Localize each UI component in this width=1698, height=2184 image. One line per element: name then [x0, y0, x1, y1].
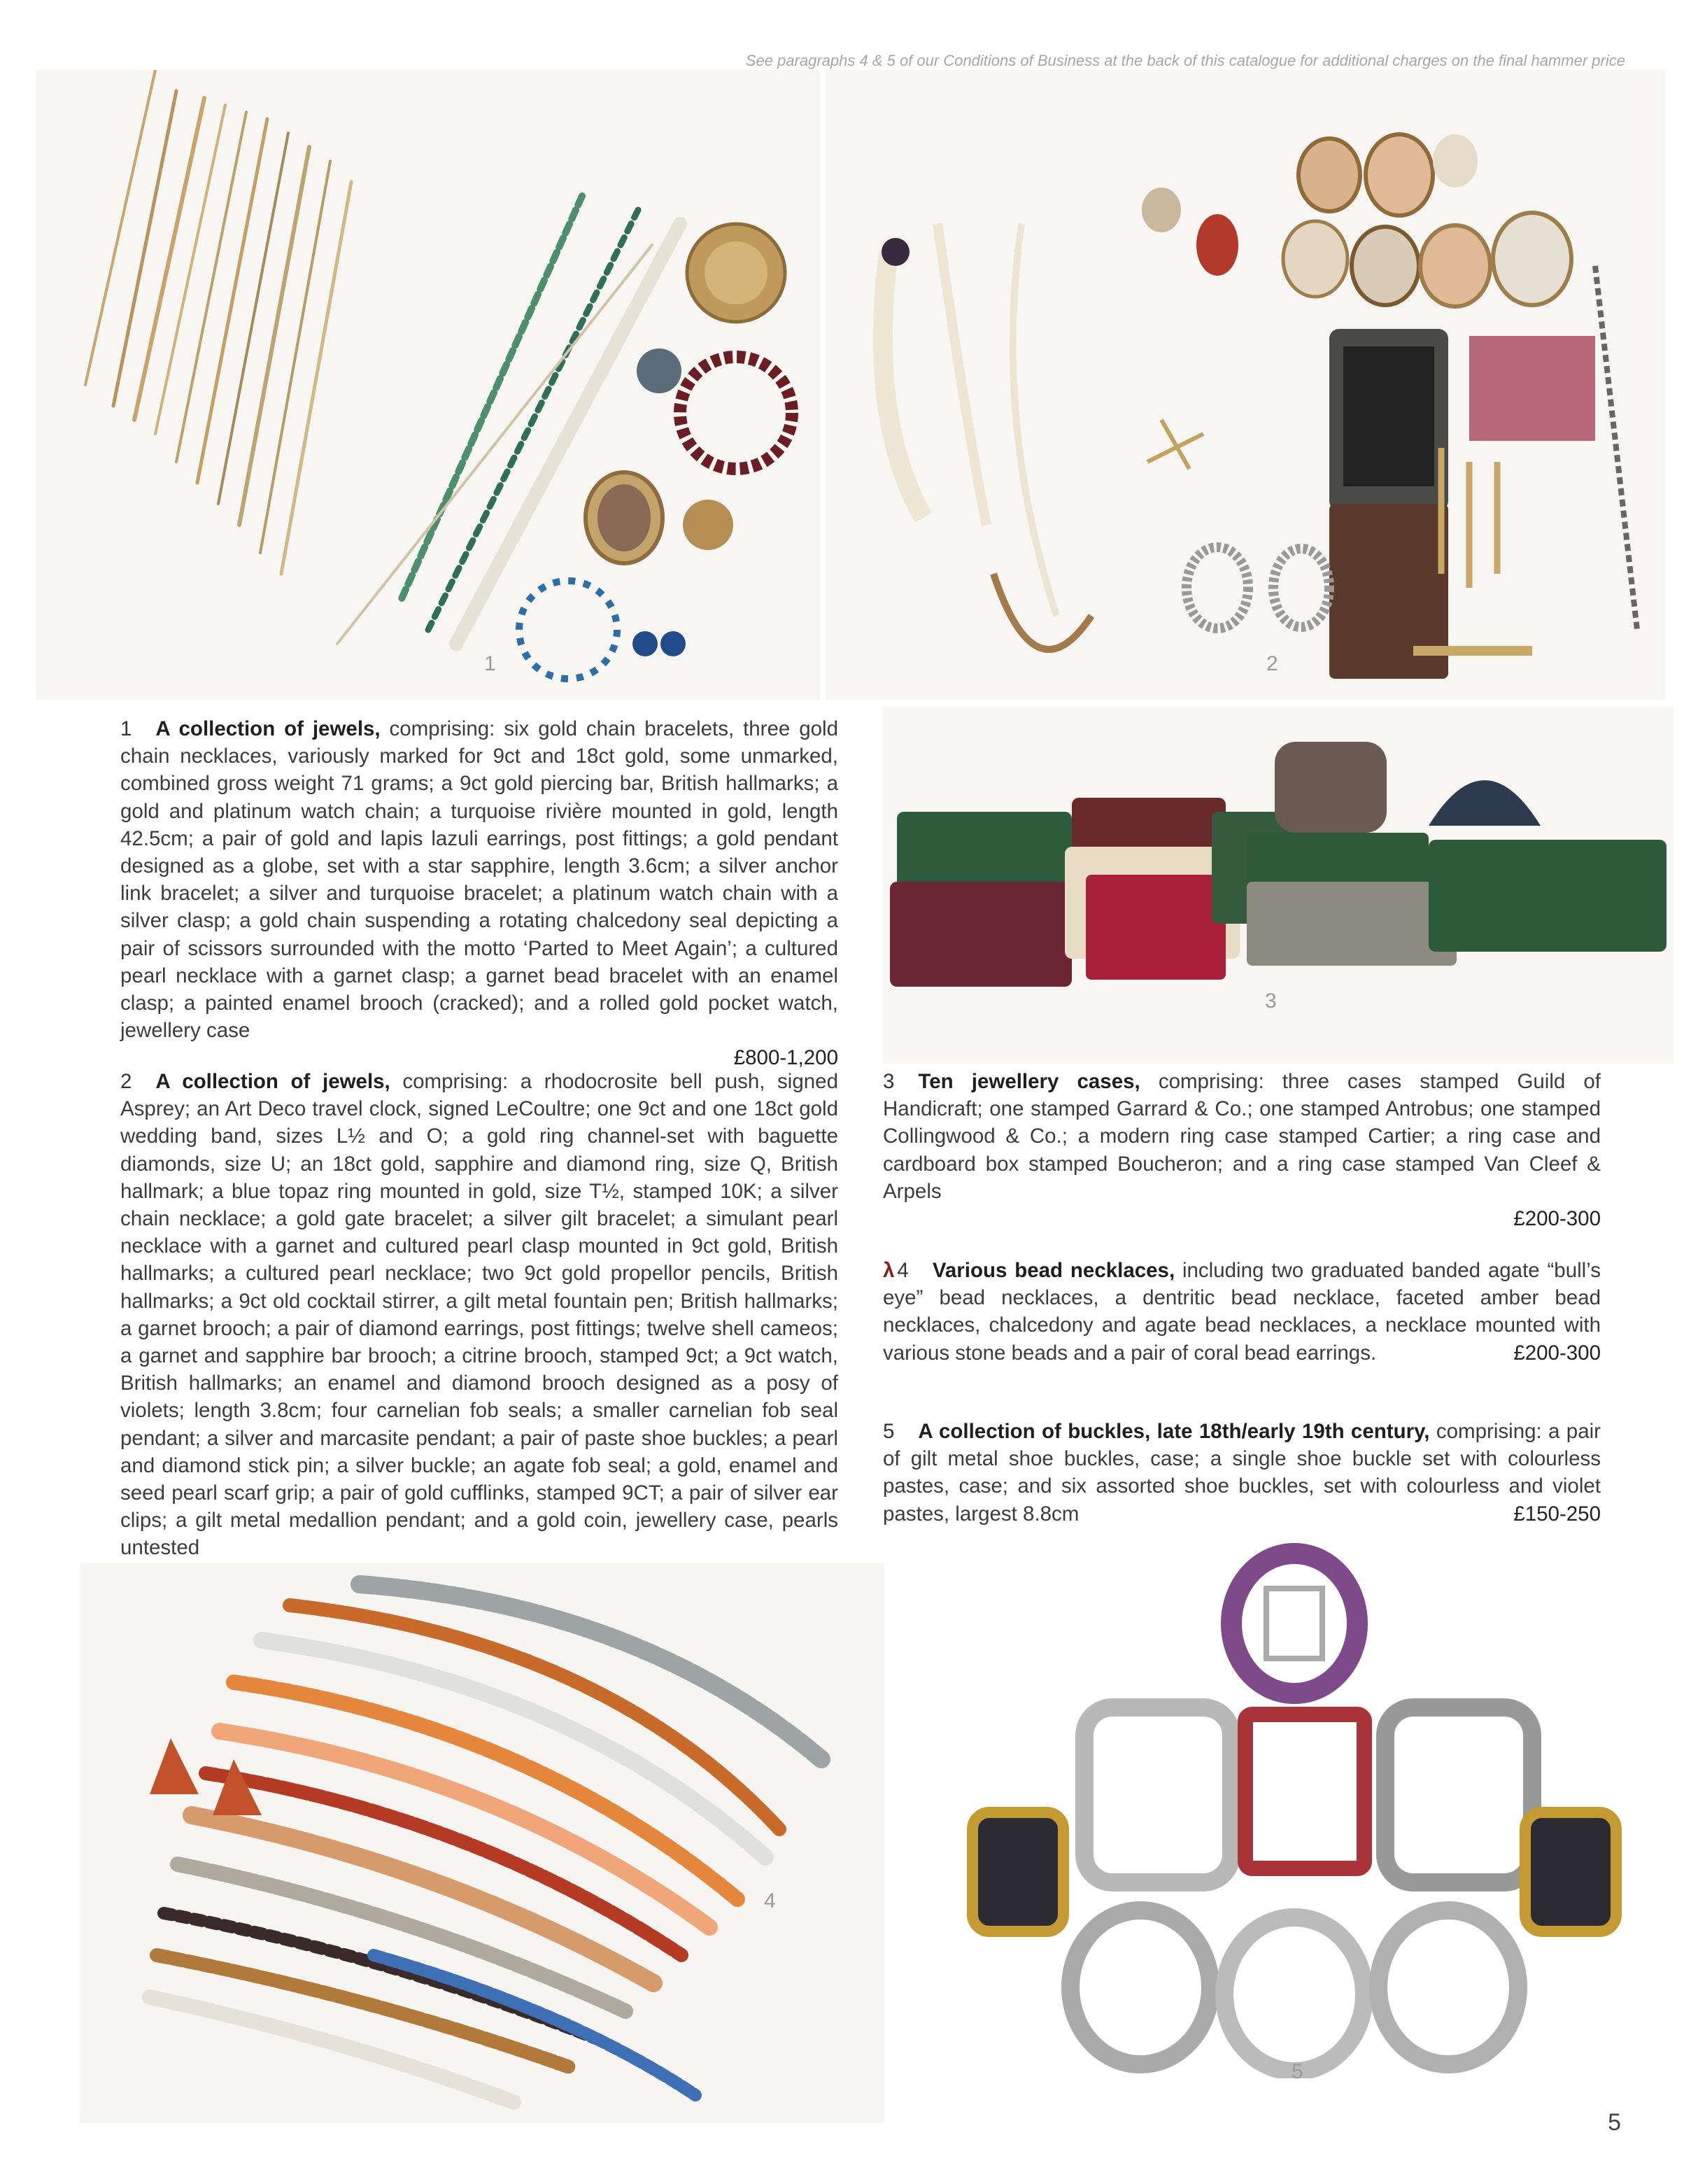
- lot-3-estimate: £200-300: [1513, 1207, 1601, 1231]
- lot-5-title: A collection of buckles, late 18th/early 19th century,: [918, 1420, 1430, 1443]
- page-number: 5: [1608, 2109, 1621, 2136]
- lot-2-title: A collection of jewels,: [155, 1070, 390, 1093]
- lot-4-lambda-symbol: λ: [883, 1259, 895, 1282]
- lot-2-number: 2: [120, 1070, 132, 1093]
- lot-3-photo: [883, 707, 1674, 1064]
- lot-3-number: 3: [883, 1070, 895, 1093]
- lot-4-estimate: £200-300: [1513, 1341, 1601, 1365]
- lot-1-number: 1: [120, 717, 132, 740]
- lot-5-description: comprising: a pair of gilt metal shoe buckles, case; a single shoe buckle set with colourless pastes, case; and six assorted shoe buckles, set with colourless and violet pastes, largest 8.8cm: [883, 1420, 1601, 1526]
- lot-4-photo-number: 4: [764, 1889, 776, 1912]
- lot-3-title: Ten jewellery cases,: [918, 1070, 1140, 1093]
- header-note: See paragraphs 4 & 5 of our Conditions of Business at the back of this catalogue for additional charges on the final hammer price: [745, 52, 1625, 69]
- lot-1-description: comprising: six gold chain bracelets, three gold chain necklaces, variously marked for 9ct and 18ct gold, some unmarked, combined gross weight 71 grams; a 9ct gold piercing bar, British hallmarks; a gold and platinum watch chain; a turquoise rivière mounted in gold, length 42.5cm; a pair of gold and lapis lazuli earrings, post fittings; a gold pendant designed as a globe, set with a star sapphire, length 3.6cm; a silver anchor link bracelet; a silver and turquoise bracelet; a platinum watch chain with a silver clasp; a gold chain suspending a rotating chalcedony seal depicting a pair of scissors surrounded with the motto ‘Parted to Meet Again’; a cultured pearl necklace with a garnet clasp; a garnet bead bracelet with an enamel clasp; a painted enamel brooch (cracked); and a rolled gold pocket watch, jewellery case: [120, 717, 838, 1043]
- lot-5-photo-number: 5: [1292, 2060, 1303, 2083]
- lot-1-entry: [120, 715, 838, 1072]
- lot-4-description: including two graduated banded agate “bull’s eye” bead necklaces, a dentritic bead necklace, faceted amber bead necklaces, chalcedony and agate bead necklaces, a necklace mounted with various stone beads and a pair of coral bead earrings.: [883, 1259, 1601, 1365]
- lot-2-photo-number: 2: [1266, 652, 1278, 675]
- lot-5-estimate: £150-250: [1513, 1502, 1601, 1526]
- lot-1-estimate: £800-1,200: [733, 1046, 838, 1070]
- lot-2-entry: [120, 1068, 838, 1589]
- lot-5-number: 5: [883, 1420, 895, 1443]
- lot-5-buckles-illustration: [944, 1540, 1644, 2078]
- lot-3-description: comprising: three cases stamped Guild of Handicraft; one stamped Garrard & Co.; one stamped Antrobus; one stamped Collingwood & Co.; a modern ring case stamped Cartier; a ring case and cardboard box stamped Boucheron; and a ring case stamped Van Cleef & Arpels: [883, 1070, 1601, 1203]
- lot-4-entry: [883, 1257, 1601, 1367]
- lot-1-title: A collection of jewels,: [155, 717, 381, 740]
- lot-4-number: 4: [897, 1259, 909, 1282]
- lot-5-photo: [944, 1540, 1644, 2078]
- lot-2-description: comprising: a rhodocrosite bell push, signed Asprey; an Art Deco travel clock, signed LeCoultre; one 9ct and one 18ct gold wedding band, sizes L½ and O; a gold ring channel-set with baguette diamonds, size U; an 18ct gold, sapphire and diamond ring, size Q, British hallmark; a blue topaz ring mounted in gold, size T½, stamped 10K; a silver chain necklace; a gold gate bracelet; a silver gilt bracelet; a simulant pearl necklace with a garnet and cultured pearl clasp mounted in 9ct gold, British hallmarks; a cultured pearl necklace; two 9ct gold propellor pencils, British hallmarks; a 9ct old cocktail stirrer, a gilt metal fountain pen; British hallmarks; a garnet brooch; a pair of diamond earrings, post fittings; twelve shell cameos; a garnet and sapphire bar brooch; a citrine brooch, stamped 9ct; a 9ct watch, British hallmarks; an enamel and diamond brooch designed as a posy of violets; length 3.8cm; four carnelian fob seals; a smaller carnelian fob seal pendant; a silver and marcasite pendant; a pair of paste shoe buckles; a pearl and diamond stick pin; a silver buckle; an agate fob seal; a gold, enamel and seed pearl scarf grip; a pair of gold cufflinks, stamped 9CT; a pair of silver ear clips; a gilt metal medallion pendant; and a gold coin, jewellery case, pearls untested: [120, 1070, 838, 1560]
- lot-4-beads-illustration: [80, 1563, 884, 2123]
- lot-4-title: Various bead necklaces,: [932, 1259, 1175, 1282]
- lot-2-photo: [826, 70, 1665, 700]
- lot-1-photo-number: 1: [484, 652, 496, 675]
- lot-2-jewels-illustration: [826, 70, 1665, 700]
- lot-1-jewels-illustration: [36, 70, 820, 700]
- lot-3-entry: [883, 1068, 1601, 1232]
- lot-5-entry: [883, 1418, 1601, 1528]
- lot-3-cases-illustration: [883, 707, 1674, 1064]
- lot-1-photo: [36, 70, 820, 700]
- lot-3-photo-number: 3: [1265, 989, 1277, 1013]
- lot-4-photo: [80, 1563, 884, 2123]
